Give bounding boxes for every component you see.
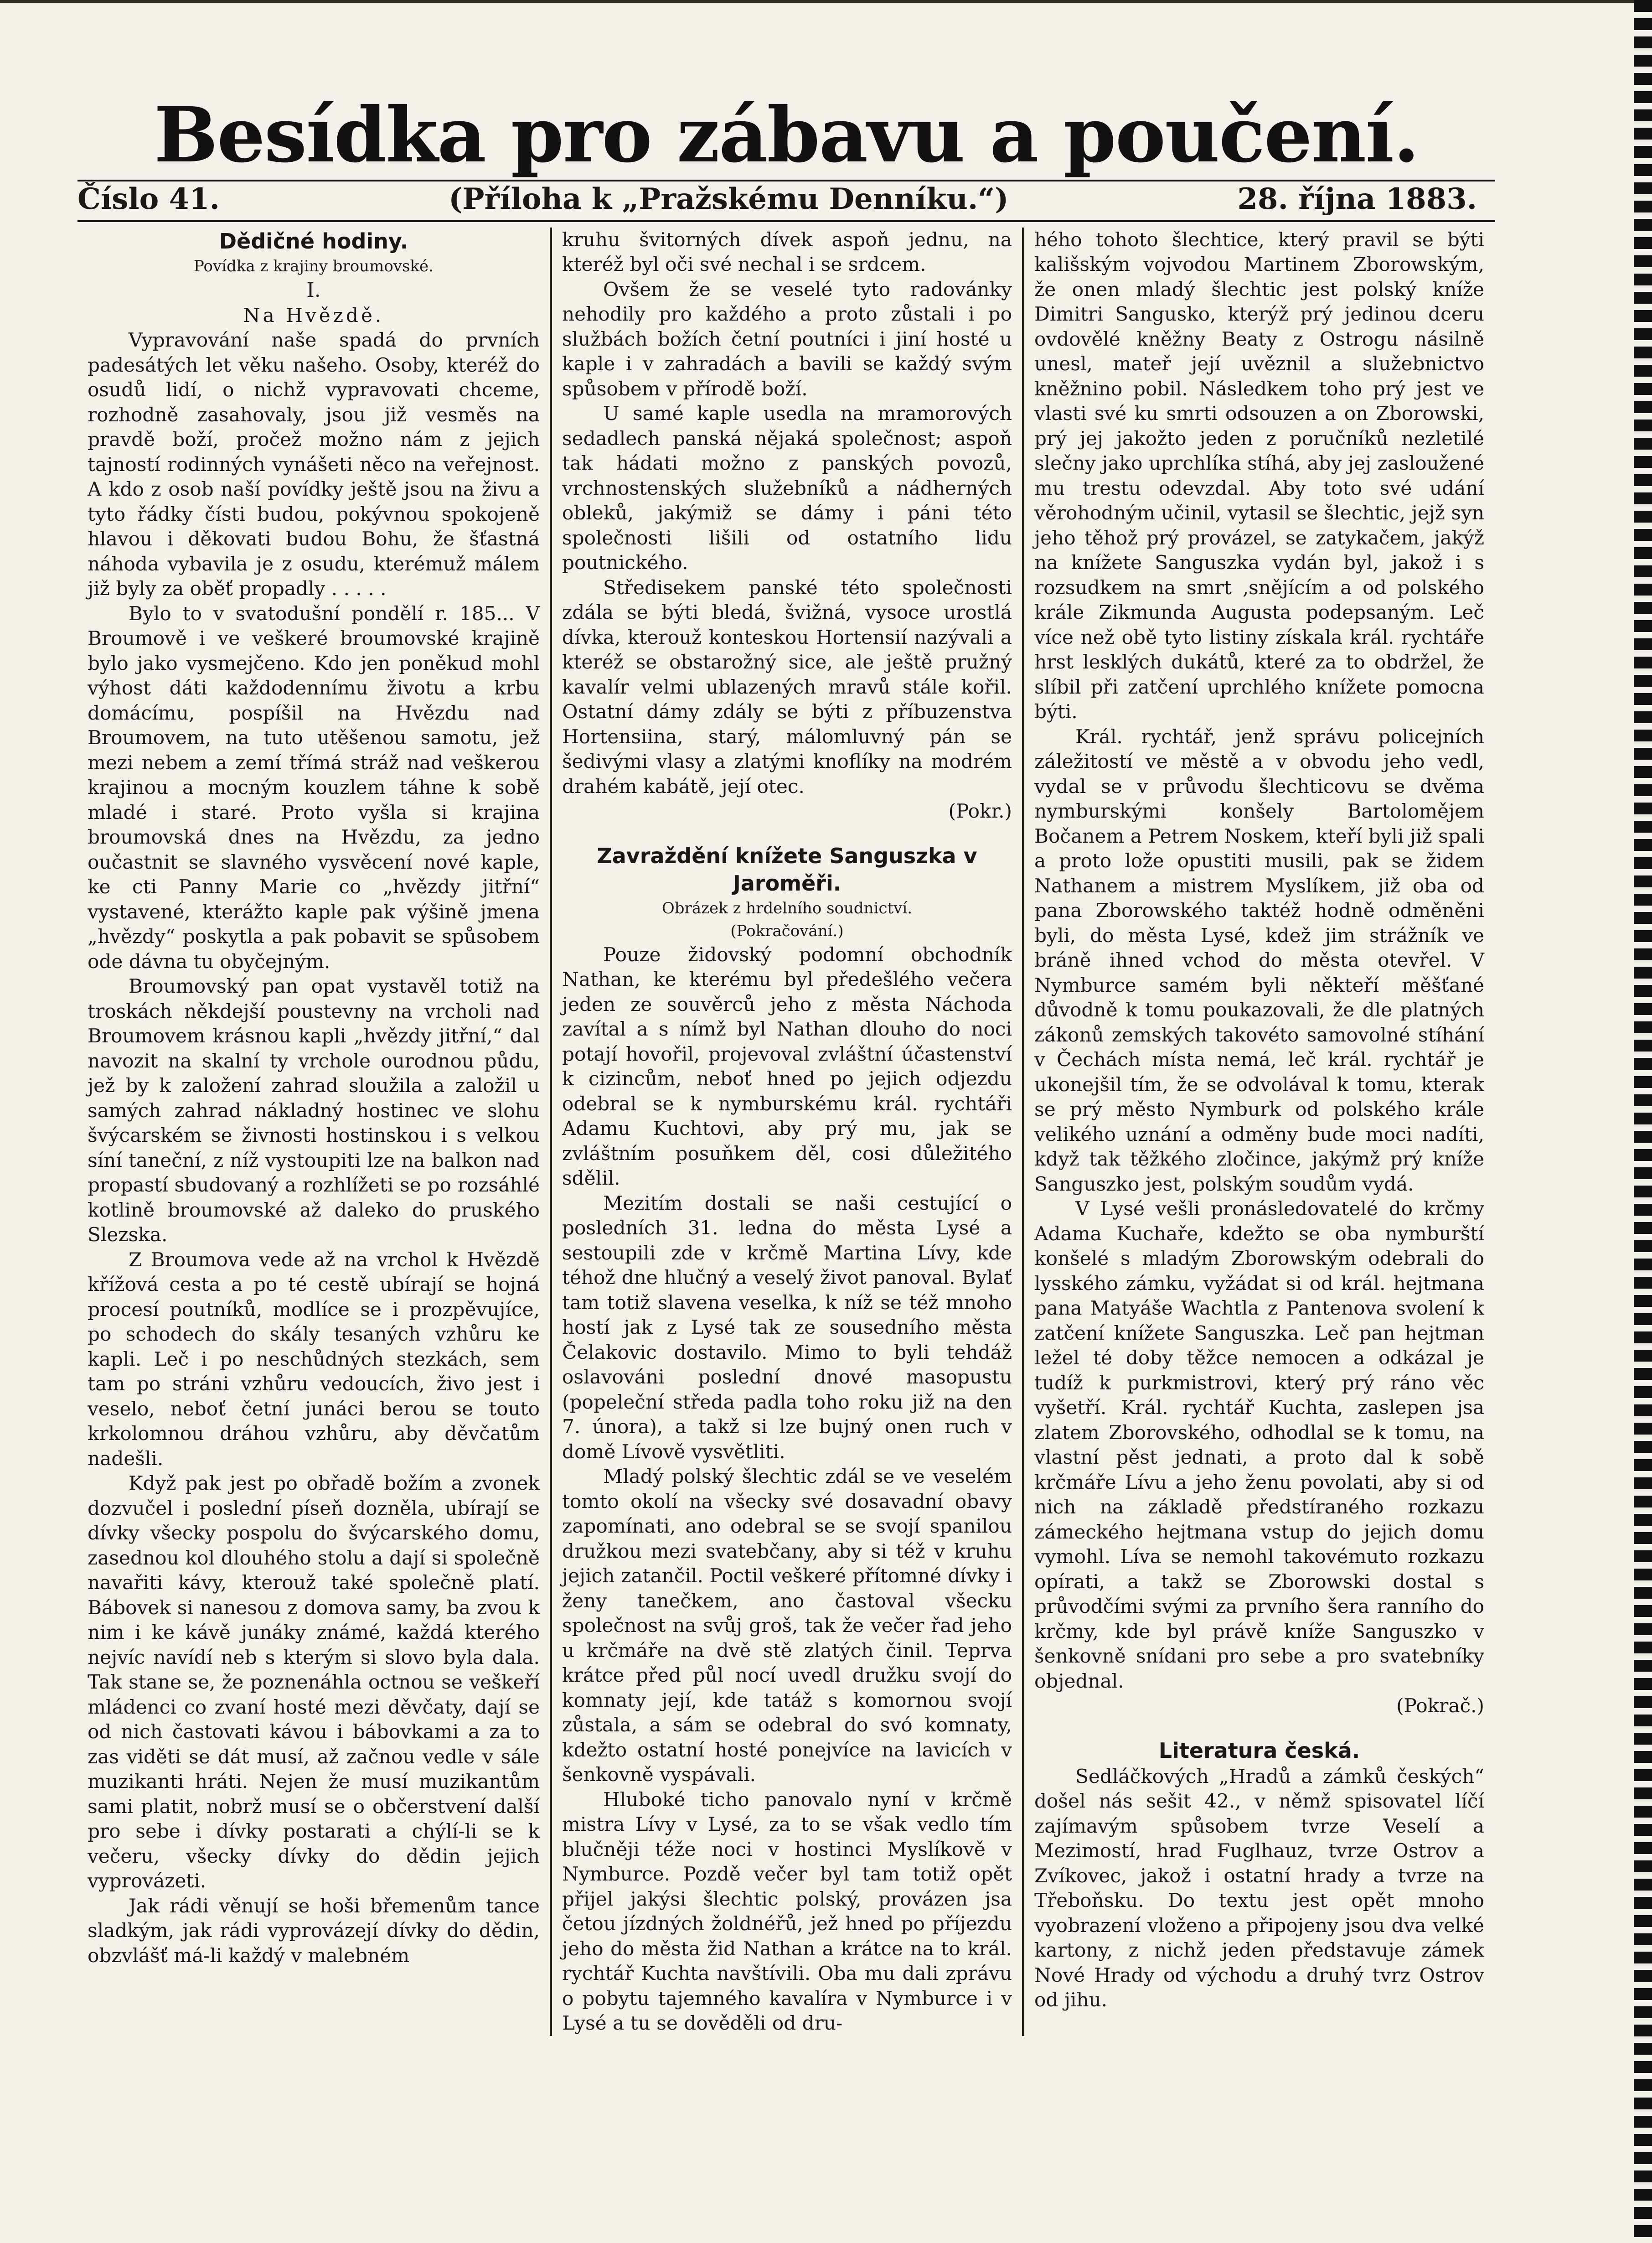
paragraph: Broumovský pan opat vystavěl totiž na troskách někdejší poustevny na vrcholi nad Broumovem krásnou kapli „hvězdy jitřní,“ dal navozit na skalní ty vrchole ourodnou půdu, jež by k založení zahrad sloužila a založil u samých zahrad nákladný hostinec ve slohu švýcarském se živnosti hostinskou i s velkou síní taneční, z níž vystoupiti lze na balkon nad propastí sbudovaný a rozhlížeti se po rozsáhlé kotlině broumovské až daleko do pruského Slezska. bbox=[88, 975, 540, 1246]
paragraph: Mezitím dostali se naši cestující o posledních 31. ledna do města Lysé a sestoupili zde v krčmě Martina Lívy, kde téhož dne hlučný a veselý život panoval. Bylať tam totiž slavena veselka, k níž se též mnoho hostí jak z Lysé tak ze sousedního města Čelakovic dostavilo. Mimo to byli tehdáž oslavováni poslední dnové masopustu (popeleční středa padla toho roku již na den 7. února), a takž si lze bujný onen ruch v domě Lívově vysvětliti. bbox=[562, 1191, 1012, 1463]
paragraph: V Lysé vešli pronásledovatelé do krčmy Adama Kuchaře, kdežto se oba nymburští konšelé s mladým Zborowským odebrali do lysského zámku, vyžádat si od král. hejtmana pana Matyáše Wachtla z Pantenova svolení k zatčení knížete Sanguszka. Leč pan hejtman ležel té doby těžce nemocen a odkázal je tudíž k purkmistrovi, který prý ráno věc vyšetří. Král. rychtář Kuchta, zaslepen jsa zlatem Zborovského, odhodlal se k tomu, na vlastní pěst jednati, a proto dal k sobě krčmáře Lívu a jeho ženu povolati, aby si od nich na základě předstíraného rozkazu zámeckého hejtmana vstup do jejich domu vymohl. Líva se nemohl takovémuto rozkazu opírati, a takž se Zborowski dostal s průvodčími svými za prvního šera ranního do krčmy, kde byl právě kníže Sanguszko v šenkovně snídani pro sebe a pro svatebníky objednal. bbox=[1034, 1197, 1484, 1692]
masthead-rule-top bbox=[77, 180, 1495, 181]
masthead-rule-bottom bbox=[77, 220, 1495, 222]
text-columns bbox=[77, 228, 1495, 2036]
paragraph: hého tohoto šlechtice, který pravil se býti kališským vojvodou Martinem Zborowským, že onen mladý šlechtic jest polský kníže Dimitri Sangusko, kterýž prý jedinou dceru ovdovělé kněžny Beaty z Ostrogu násilně unesl, mateř její uvěznil a služebnictvo kněžnino pobil. Následkem toho prý jest ve vlasti své ku smrti odsouzen a on Zborowski, prý jej jakožto jeden z poručníků nezletilé slečny jako uprchlíka stíhá, aby jej zasloužené mu trestu odevzdal. Aby toto své udání věrohodným učinil, vytasil se šlechtic, jejž syn jeho těhož prý provázel, se zatykačem, jakýž na knížete Sanguszka vydán byl, jakož i s rozsudkem na smrt ‚snějícím a od polského krále Zikmunda Augusta podepsaným. Leč více než obě tyto listiny získala král. rychtáře hrst lesklých dukátů, které za to obdržel, že slíbil při zatčení uprchlého knížete pomocna býti. bbox=[1034, 228, 1484, 723]
issue-date: 28. října 1883. bbox=[1237, 182, 1477, 217]
paragraph: U samé kaple usedla na mramorových sedadlech panská nějaká společnost; aspoň tak hádati možno z panských povozů, vrchnostenských služebníků a nádherných obleků, jakýmiž se dámy i páni této společnosti lišili od ostatního lidu poutnického. bbox=[562, 402, 1012, 574]
article-title: Zavraždění knížete Sanguszka v Jaroměři. bbox=[597, 843, 977, 896]
story-title: Dědičné hodiny. bbox=[219, 228, 408, 254]
paragraph: Bylo to v svatodušní pondělí r. 185... V Broumově i ve veškeré broumovské krajině bylo jako vysmejčeno. Kdo jen poněkud mohl výhost dáti každodennímu životu a krbu domácímu, pospíšil na Hvězdu nad Broumovem, na tuto utěšenou samotu, jež mezi nebem a zemí třímá stráž nad veškerou krajinou a mocným kouzlem táhne k sobě mladé i staré. Proto vyšla si krajina broumovská dnes na Hvězdu, za jedno oučastnit se slavného vysvěcení nové kaple, ke cti Panny Marie co „hvězdy jitřní“ vystavené, kterážto kaple pak výšině jmena „hvězdy“ poskytla a pak pobavit se spůsobem ode dávna tu obyčejným. bbox=[88, 602, 540, 973]
issue-number: Číslo 41. bbox=[77, 182, 220, 217]
scan-edge-right bbox=[1634, 0, 1652, 2243]
article-subtitle: Obrázek z hrdelního soudnictví. bbox=[661, 899, 913, 917]
continued-mark: (Pokr.) bbox=[948, 800, 1012, 823]
section-gap bbox=[1034, 1719, 1484, 1737]
paragraph: Středisekem panské této společnosti zdála se býti bledá, švižná, vysoce urostlá dívka, kterouž konteskou Hortensií nazývali a kteréž se obstarožný sice, ale ještě pružný kavalír velmi ublazených mravů stále kořil. Ostatní dámy zdály se býti z příbuzenstva Hortensiina, starý, málomluvný pán se šedivými vlasy a zlatými knoflíky na modrém drahém kabátě, její otec. bbox=[562, 576, 1012, 798]
paragraph: Mladý polský šlechtic zdál se ve veselém tomto okolí na všecky své dosavadní obavy zapomínati, ano odebral se se svojí spanilou družkou mezi svatebčany, aby si též v kruhu jejich zatančil. Poctil veškeré přítomné dívky i ženy tanečkem, ano častoval všecku společnost na svůj groš, tak že večer řad jeho u krčmáře na dvě stě zlatých činil. Teprva krátce před půl nocí uvedl družku svojí do komnaty její, kde tatáž s komornou svojí zůstala, a sám se odebral do svó komnaty, kdežto ostatní hosté ponejvíce na lavicích v šenkovně vyspávali. bbox=[562, 1465, 1012, 1786]
issue-bar bbox=[77, 183, 1495, 215]
scan-edge-top bbox=[0, 0, 1634, 3]
paragraph: Když pak jest po obřadě božím a zvonek dozvučel i poslední píseň dozněla, ubírají se dívky všecky pospolu do švýcarského domu, zasednou kol dlouhého stolu a dají si společně navařiti kávy, kterouž také společně platí. Bábovek si nanesou z domova samy, ba zvou k nim i ke kávě junáky známé, každá kterého nejvíc navídí neb s kterým si slovo byla dala. Tak stane se, že poznenáhla octnou se veškeří mládenci co zvaní hosté mezi děvčaty, dají se od nich častovati kávou i bábovkami a za to zas viděti se dát musí, až začnou vedle v sále muzikanti hráti. Nejen že musí muzikantům sami platit, nobrž musí se o občerstvení další pro sebe i dívky postarati a chýlí-li se k večeru, všecky dívky do dědin jejich vyprovázeti. bbox=[88, 1472, 540, 1892]
paragraph: Ovšem že se veselé tyto radovánky nehodily pro každého a proto zůstali i po službách božích četní poutníci i jiní hosté u kaple i v zahradách a bavili se každý svým spůsobem v přírodě boží. bbox=[562, 278, 1012, 400]
column-1 bbox=[77, 228, 550, 2036]
article-continuation: (Pokračování.) bbox=[730, 922, 844, 940]
story-subtitle: Povídka z krajiny broumovské. bbox=[194, 257, 434, 275]
literature-title: Literatura česká. bbox=[1158, 1738, 1360, 1763]
section-gap bbox=[562, 824, 1012, 842]
paragraph: Jak rádi věnují se hoši břemenům tance sladkým, jak rádi vyprovázejí dívky do dědin, obzvlášť má-li každý v malebném bbox=[88, 1894, 540, 1967]
paragraph: Z Broumova vede až na vrchol k Hvězdě křížová cesta a po té cestě ubírají se hojná procesí poutníků, modlíce se i prozpěvujíce, po schodech do skály tesaných vzhůru ke kapli. Leč i po neschůdných stezkách, sem tam po stráni vzhůru vedoucích, živo jest i veselo, neboť četní junáci berou se touto krkolomnou dráhou vzhůru, aby děvčatům nadešli. bbox=[88, 1248, 540, 1470]
paragraph: Hluboké ticho panovalo nyní v krčmě mistra Lívy v Lysé, za to se však vedlo tím blučněji téže noci v hostinci Myslíkově v Nymburce. Pozdě večer byl tam totiž opět přijel jakýsi šlechtic polský, provázen jsa četou jízdných žoldnéřů, jež hned po příjezdu jeho do města žid Nathan a krátce na to král. rychtář Kuchta navštívili. Oba mu dali zprávu o pobytu tajemného kavalíra v Nymburce i v Lysé a tu se dověděli od dru- bbox=[562, 1788, 1012, 2035]
supplement-note: (Příloha k „Pražskému Denníku.“) bbox=[449, 182, 1009, 217]
paragraph: Pouze židovský podomní obchodník Nathan, ke kterému byl předešlého večera jeden ze souvěrců jeho z města Náchoda zavítal a s nímž byl Nathan dlouho do noci potají hovořil, projevoval zvláštní účastenství k cizincům, neboť hned po jejich odjezdu odebral se k nymburskému král. rychtáři Adamu Kuchtovi, aby prý mu, jak se zvláštním posuňkem děl, cosi důležitého sdělil. bbox=[562, 943, 1012, 1190]
newspaper-page bbox=[77, 91, 1495, 2036]
paragraph: Král. rychtář, jenž správu policejních záležitostí ve městě a v obvodu jeho vedl, vydal se v průvodu šlechticovu se dvěma nymburskými konšely Bartolomějem Bočanem a Petrem Noskem, kteří byli již spali a proto lože opustiti musili, pak se židem Nathanem a mistrem Myslíkem, již oba od pana Zborowského taktéž hodně odměněni byli, do města Lysé, kdež jim strážník ve bráně ihned vchod do města otevřel. V Nymburce samém byli někteří měšťané důvodně k tomu poukazovali, že dle platných zákonů zemských takovéto samovolné stíhání v Čechách místa nemá, leč král. rychtář je ukonejšil tím, že se odvolával k tomu, kterak se prý město Nymburk od polského krále velikého uznání a odměny bude moci nadíti, když tak těžkého zločince, jakýmž prý kníže Sanguszko jest, polským soudům vydá. bbox=[1034, 725, 1484, 1195]
chapter-title: Na Hvězdě. bbox=[243, 304, 384, 326]
continued-mark: (Pokrač.) bbox=[1396, 1694, 1484, 1717]
masthead-title: Besídka pro zábavu a poučení. bbox=[154, 91, 1419, 180]
paragraph: Vypravování naše spadá do prvních padesátých let věku našeho. Osoby, kteréž do osudů lidí, o nichž vypravovati chceme, rozhodně zasahovaly, jsou již vesměs na pravdě boží, pročež možno nám z jejich tajností rodinných vynášeti něco na veřejnost. A kdo z osob naší povídky ještě jsou na živu a tyto řádky čísti budou, pokývnou spokojeně hlavou i děkovati budou Bohu, že šťastná náhoda vybavila je z osudu, kterémuž málem již byly za oběť propadly . . . . . bbox=[88, 329, 540, 600]
chapter-number: I. bbox=[306, 278, 321, 302]
paragraph: Sedláčkových „Hradů a zámků českých“ došel nás sešit 42., v němž spisovatel líčí zajímavým spůsobem tvrze Veselí a Mezimostí, hrad Fuglhauz, tvrze Ostrov a Zvíkovec, jakož i ostatní hrady a tvrze na Třeboňsku. Do textu jest opět mnoho vyobrazení vloženo a připojeny jsou dva velké kartony, z nichž jeden představuje zámek Nové Hrady od východu a druhý tvrz Ostrov od jihu. bbox=[1034, 1765, 1484, 2011]
paragraph: kruhu švitorných dívek aspoň jednu, na kteréž byl oči své nechal i se srdcem. bbox=[562, 228, 1012, 276]
column-3 bbox=[1022, 228, 1494, 2036]
column-2 bbox=[550, 228, 1022, 2036]
